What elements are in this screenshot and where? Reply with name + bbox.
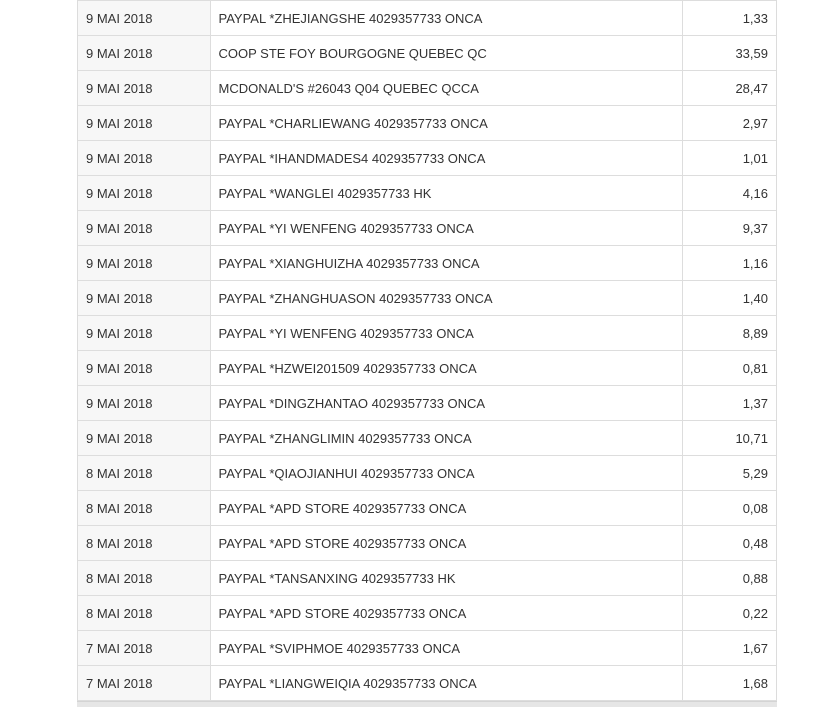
transaction-description: PAYPAL *HZWEI201509 4029357733 ONCA (210, 351, 682, 386)
transaction-description: PAYPAL *APD STORE 4029357733 ONCA (210, 491, 682, 526)
transaction-date: 9 MAI 2018 (78, 421, 210, 456)
transaction-date: 8 MAI 2018 (78, 491, 210, 526)
transaction-description: PAYPAL *APD STORE 4029357733 ONCA (210, 596, 682, 631)
transaction-description: PAYPAL *ZHEJIANGSHE 4029357733 ONCA (210, 1, 682, 36)
table-row[interactable] (78, 491, 776, 526)
transaction-amount: 1,33 (682, 1, 776, 36)
transactions-body (78, 1, 776, 701)
transaction-date: 7 MAI 2018 (78, 631, 210, 666)
transaction-date: 9 MAI 2018 (78, 351, 210, 386)
table-row[interactable] (78, 211, 776, 246)
transaction-description: PAYPAL *ZHANGHUASON 4029357733 ONCA (210, 281, 682, 316)
transaction-amount: 1,67 (682, 631, 776, 666)
transaction-amount: 1,40 (682, 281, 776, 316)
transaction-date: 7 MAI 2018 (78, 666, 210, 701)
transaction-description: PAYPAL *IHANDMADES4 4029357733 ONCA (210, 141, 682, 176)
transaction-amount: 28,47 (682, 71, 776, 106)
table-row[interactable] (78, 526, 776, 561)
table-row[interactable] (78, 36, 776, 71)
transaction-date: 9 MAI 2018 (78, 176, 210, 211)
transaction-amount: 4,16 (682, 176, 776, 211)
transaction-date: 9 MAI 2018 (78, 106, 210, 141)
table-row[interactable] (78, 281, 776, 316)
transaction-amount: 0,08 (682, 491, 776, 526)
transaction-description: PAYPAL *XIANGHUIZHA 4029357733 ONCA (210, 246, 682, 281)
transaction-description: PAYPAL *TANSANXING 4029357733 HK (210, 561, 682, 596)
table-row[interactable] (78, 1, 776, 36)
table-row[interactable] (78, 351, 776, 386)
transaction-amount: 1,01 (682, 141, 776, 176)
transaction-date: 9 MAI 2018 (78, 386, 210, 421)
transaction-amount: 8,89 (682, 316, 776, 351)
transaction-date: 8 MAI 2018 (78, 526, 210, 561)
transaction-date: 8 MAI 2018 (78, 456, 210, 491)
transaction-description: PAYPAL *DINGZHANTAO 4029357733 ONCA (210, 386, 682, 421)
transaction-description: PAYPAL *CHARLIEWANG 4029357733 ONCA (210, 106, 682, 141)
transaction-date: 8 MAI 2018 (78, 561, 210, 596)
transaction-date: 9 MAI 2018 (78, 36, 210, 71)
table-row[interactable] (78, 141, 776, 176)
transaction-description: PAYPAL *ZHANGLIMIN 4029357733 ONCA (210, 421, 682, 456)
transaction-amount: 10,71 (682, 421, 776, 456)
transaction-date: 9 MAI 2018 (78, 211, 210, 246)
transaction-description: PAYPAL *LIANGWEIQIA 4029357733 ONCA (210, 666, 682, 701)
transaction-description: COOP STE FOY BOURGOGNE QUEBEC QC (210, 36, 682, 71)
table-row[interactable] (78, 176, 776, 211)
transaction-amount: 2,97 (682, 106, 776, 141)
table-row[interactable] (78, 246, 776, 281)
table-row[interactable] (78, 316, 776, 351)
transaction-description: PAYPAL *SVIPHMOE 4029357733 ONCA (210, 631, 682, 666)
transaction-amount: 5,29 (682, 456, 776, 491)
transaction-date: 9 MAI 2018 (78, 281, 210, 316)
table-row[interactable] (78, 106, 776, 141)
transaction-description: PAYPAL *YI WENFENG 4029357733 ONCA (210, 211, 682, 246)
transaction-amount: 0,22 (682, 596, 776, 631)
transaction-amount: 0,81 (682, 351, 776, 386)
table-row[interactable] (78, 71, 776, 106)
transaction-date: 8 MAI 2018 (78, 596, 210, 631)
table-row[interactable] (78, 386, 776, 421)
table-row[interactable] (78, 421, 776, 456)
transactions-table (78, 0, 776, 701)
table-row[interactable] (78, 596, 776, 631)
transaction-amount: 1,37 (682, 386, 776, 421)
transaction-amount: 0,48 (682, 526, 776, 561)
table-row[interactable] (78, 561, 776, 596)
transaction-description: PAYPAL *WANGLEI 4029357733 HK (210, 176, 682, 211)
transaction-amount: 0,88 (682, 561, 776, 596)
transactions-table-container (77, 0, 777, 706)
table-footer-strip (77, 701, 777, 707)
transaction-description: PAYPAL *APD STORE 4029357733 ONCA (210, 526, 682, 561)
transaction-amount: 33,59 (682, 36, 776, 71)
transaction-date: 9 MAI 2018 (78, 71, 210, 106)
transaction-date: 9 MAI 2018 (78, 141, 210, 176)
transaction-description: PAYPAL *YI WENFENG 4029357733 ONCA (210, 316, 682, 351)
transaction-description: PAYPAL *QIAOJIANHUI 4029357733 ONCA (210, 456, 682, 491)
table-row[interactable] (78, 631, 776, 666)
table-row[interactable] (78, 456, 776, 491)
table-row[interactable] (78, 666, 776, 701)
transaction-date: 9 MAI 2018 (78, 316, 210, 351)
transaction-amount: 1,16 (682, 246, 776, 281)
transaction-amount: 9,37 (682, 211, 776, 246)
transaction-date: 9 MAI 2018 (78, 246, 210, 281)
transaction-date: 9 MAI 2018 (78, 1, 210, 36)
transaction-amount: 1,68 (682, 666, 776, 701)
transaction-description: MCDONALD'S #26043 Q04 QUEBEC QCCA (210, 71, 682, 106)
